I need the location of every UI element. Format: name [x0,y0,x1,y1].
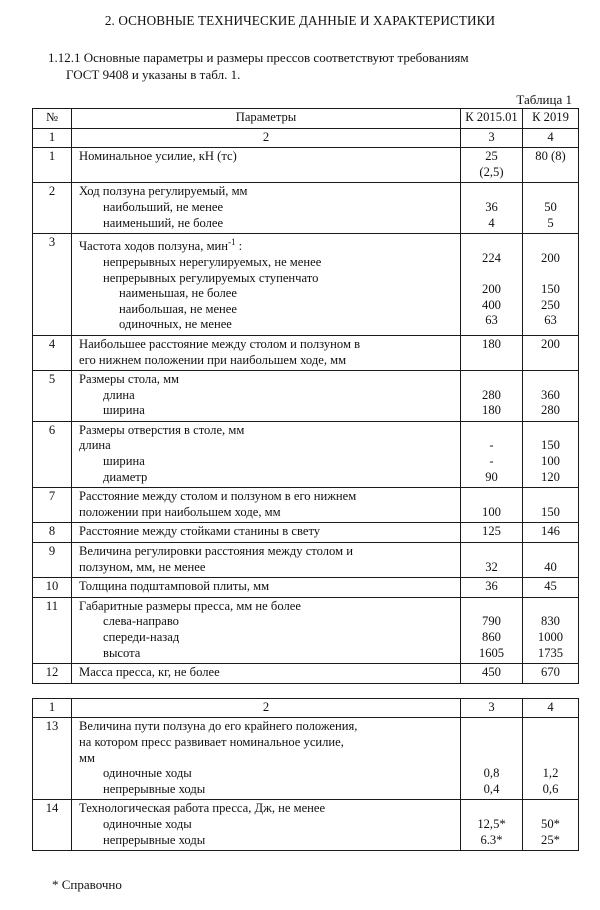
numbering-cell-2: 2 [72,128,461,148]
parameter-line: Размеры отверстия в столе, мм [79,422,245,437]
value-line: 1605 [478,645,505,660]
row-parameter-cell [72,800,461,851]
value-line: 360 [541,387,560,402]
value-line: - [489,454,494,469]
row-value-k201501 [461,800,523,851]
table-row [33,371,579,422]
value-line [465,235,518,251]
parameter-line: Величина регулировки расстояния между столом и [79,544,353,559]
numbering-cell-3-cont: 3 [461,698,523,718]
value-line [527,165,574,181]
value-line: 450 [482,665,501,680]
value-line: 224 [482,250,501,265]
value-line: 280 [482,387,501,402]
value-line: 180 [482,403,501,418]
table-row [33,488,579,523]
value-line: 860 [482,630,501,644]
parameter-line: мм [79,750,95,765]
row-number-cell [33,800,72,851]
row-number-cell [33,335,72,370]
parameter-line: слева-направо [103,614,179,629]
intro-line-1: 1.12.1 Основные параметры и размеры прессов соответствуют требованиям [48,50,469,65]
value-line: 250 [541,297,560,312]
row-number: 8 [48,524,56,539]
parameter-line: ширина [103,454,145,469]
row-value-k2019 [523,421,579,487]
value-line: 400 [482,297,501,312]
parameter-line: положении при наибольшем ходе, мм [79,504,281,519]
value-line: 0,6 [542,781,559,796]
value-line: 25* [541,832,560,847]
parameter-line: его нижнем положении при наибольшем ходе, мм [79,352,347,367]
parameter-line: одиночных, не менее [119,317,232,332]
table-row [33,335,579,370]
parameter-line [79,165,456,181]
table-body-part-2 [33,718,579,851]
row-value-k201501 [461,718,523,800]
value-line: 0,8 [483,766,500,781]
table-column-numbering-row [33,128,579,148]
row-parameter-cell [72,234,461,336]
parameter-line: непрерывные ходы [103,832,206,847]
parameter-line: одиночные ходы [103,816,192,831]
table-header-continued [33,698,579,718]
row-number: 13 [45,719,59,734]
row-number: 11 [45,598,59,613]
value-line: 90 [485,469,498,484]
value-line: 45 [544,579,557,594]
value-line [527,544,574,560]
numbering-cell-3: 3 [461,128,523,148]
value-line [465,751,518,767]
row-number-cell [33,183,72,234]
specifications-table-part-2 [32,698,579,851]
row-value-k2019 [523,183,579,234]
row-parameter-cell [72,148,461,183]
header-cell-model-k201501: К 2015.01 [461,109,523,129]
parameter-line: Технологическая работа пресса, Дж, не менее [79,801,326,816]
parameter-line: Величина пути ползуна до его крайнего положения, [79,719,358,734]
row-value-k201501 [461,421,523,487]
value-line: 5 [547,215,554,230]
row-number-cell [33,543,72,578]
value-line: 150 [541,281,560,296]
value-line: 200 [541,250,560,265]
parameter-line: наибольшая, не менее [119,301,237,316]
row-parameter-cell [72,597,461,663]
table-row [33,148,579,183]
value-line [465,184,518,200]
row-value-k2019 [523,234,579,336]
value-line [465,801,518,817]
value-line [465,599,518,615]
table-caption: Таблица 1 [516,92,572,107]
row-value-k2019 [523,718,579,800]
header-cell-number: № [33,109,72,129]
value-line [465,372,518,388]
value-line [527,599,574,615]
table-row [33,800,579,851]
header-cell-parameters: Параметры [72,109,461,129]
row-parameter-cell [72,421,461,487]
parameter-line: Толщина подштамповой плиты, мм [79,579,270,594]
row-parameter-cell [72,578,461,598]
intro-paragraph [48,49,570,83]
parameter-line: Ход ползуна регулируемый, мм [79,184,248,199]
parameter-line: одиночные ходы [103,766,192,781]
value-line: 36 [485,579,498,594]
value-line [465,353,518,369]
value-line [465,735,518,751]
row-value-k2019 [523,800,579,851]
value-line: 830 [541,614,560,629]
numbering-cell-2-cont: 2 [72,698,461,718]
row-number-cell [33,597,72,663]
value-line [527,801,574,817]
parameter-line: высота [103,645,141,660]
value-line: 50* [541,816,560,831]
row-number-cell [33,371,72,422]
parameter-line: непрерывных нерегулируемых, не менее [103,254,322,269]
row-number-cell [33,488,72,523]
row-number: 9 [48,544,56,559]
value-line [527,353,574,369]
row-number: 6 [48,422,56,437]
numbering-cell-4: 4 [523,128,579,148]
row-number: 14 [45,801,59,816]
row-value-k201501 [461,488,523,523]
table-row [33,664,579,684]
row-value-k201501 [461,183,523,234]
value-line: 146 [541,524,560,539]
table-row [33,543,579,578]
value-line: 25 [485,149,498,164]
table-row [33,234,579,336]
row-parameter-cell [72,718,461,800]
row-value-k201501 [461,543,523,578]
value-line [465,266,518,282]
parameter-line: непрерывных регулируемых ступенчато [103,270,319,285]
parameter-line: Наибольшее расстояние между столом и ползуном в [79,336,361,351]
specifications-table-part-1 [32,108,579,684]
value-line: 40 [544,559,557,574]
parameter-line: Размеры стола, мм [79,372,180,387]
value-line [527,735,574,751]
value-line [527,423,574,439]
row-parameter-cell [72,335,461,370]
value-line [465,489,518,505]
value-line [527,235,574,251]
row-value-k201501 [461,664,523,684]
parameter-line: длина [79,438,111,453]
row-value-k201501 [461,371,523,422]
value-line: 180 [482,336,501,351]
numbering-cell-1: 1 [33,128,72,148]
parameter-line: Частота ходов ползуна, мин$^{-1}$ : [79,237,243,254]
value-line: 150 [541,438,560,453]
value-line: 1735 [537,645,564,660]
value-line: 6.3* [480,832,503,847]
page-title: 2. ОСНОВНЫЕ ТЕХНИЧЕСКИЕ ДАННЫЕ И ХАРАКТЕРИСТИКИ [104,13,496,28]
value-line [527,751,574,767]
row-value-k2019 [523,543,579,578]
row-value-k2019 [523,578,579,598]
value-line: 790 [482,614,501,629]
row-value-k2019 [523,488,579,523]
row-parameter-cell [72,488,461,523]
parameter-line: непрерывные ходы [103,781,206,796]
intro-line-2: ГОСТ 9408 и указаны в табл. 1. [66,67,241,82]
table-row [33,421,579,487]
value-line [527,184,574,200]
row-number-cell [33,578,72,598]
table-column-numbering-row-continued [33,698,579,718]
value-line [527,489,574,505]
parameter-line: ширина [103,403,145,418]
row-value-k201501 [461,234,523,336]
value-line: 200 [541,336,560,351]
value-line: 280 [541,403,560,418]
table-row [33,183,579,234]
row-value-k201501 [461,148,523,183]
row-number-cell [33,664,72,684]
row-number: 3 [48,235,56,250]
header-cell-model-k2019: К 2019 [523,109,579,129]
table-section-gap [0,684,600,698]
numbering-cell-1-cont: 1 [33,698,72,718]
row-number: 1 [48,149,56,164]
row-parameter-cell [72,523,461,543]
row-number: 2 [48,184,56,199]
parameter-line: диаметр [103,469,148,484]
value-line [527,372,574,388]
value-line: (2,5) [479,164,504,179]
value-line [465,544,518,560]
value-line [527,266,574,282]
value-line: 100 [541,454,560,469]
row-number: 4 [48,336,56,351]
value-line: 0,4 [483,781,500,796]
value-line: - [489,438,494,453]
table-body-part-1 [33,148,579,684]
value-line [465,423,518,439]
table-header-row [33,109,579,129]
row-parameter-cell [72,664,461,684]
row-value-k201501 [461,335,523,370]
row-parameter-cell [72,543,461,578]
row-number-cell [33,234,72,336]
value-line: 120 [541,469,560,484]
parameter-line: наименьшая, не более [119,286,237,301]
value-line [527,719,574,735]
table-row [33,578,579,598]
row-value-k201501 [461,597,523,663]
parameter-line: спереди-назад [103,630,180,644]
parameter-line: на котором пресс развивает номинальное усилие, [79,734,344,749]
value-line [465,719,518,735]
row-number-cell [33,148,72,183]
row-number-cell [33,523,72,543]
numbering-cell-4-cont: 4 [523,698,579,718]
row-number: 10 [45,579,59,594]
value-line: 12,5* [477,816,506,831]
footnote: * Справочно [52,877,122,893]
table-row [33,523,579,543]
row-value-k2019 [523,148,579,183]
value-line: 200 [482,281,501,296]
value-line: 150 [541,504,560,519]
value-line: 80 (8) [535,149,566,164]
parameter-line: длина [103,387,135,402]
row-number-cell [33,718,72,800]
value-line: 1000 [537,630,564,644]
parameter-line: Габаритные размеры пресса, мм не более [79,598,301,613]
superscript-minus-one: -1 [228,237,236,248]
row-value-k2019 [523,664,579,684]
row-number-cell [33,421,72,487]
parameter-line: Расстояние между столом и ползуном в его нижнем [79,489,357,504]
row-number: 12 [45,665,59,680]
value-line: 63 [544,313,557,328]
parameter-line: ползуном, мм, не менее [79,559,206,574]
row-parameter-cell [72,371,461,422]
value-line: 50 [544,199,557,214]
row-value-k2019 [523,371,579,422]
row-parameter-cell [72,183,461,234]
row-number: 7 [48,489,56,504]
value-line: 100 [482,504,501,519]
row-value-k201501 [461,523,523,543]
row-value-k2019 [523,597,579,663]
value-line: 36 [485,199,498,214]
parameter-line: наименьший, не более [103,215,224,230]
row-number: 5 [48,372,56,387]
value-line: 32 [485,559,498,574]
value-line: 63 [485,313,498,328]
parameter-line: Номинальное усилие, кН (тс) [79,149,237,164]
row-value-k201501 [461,578,523,598]
parameter-line: Масса пресса, кг, не более [79,665,220,680]
row-value-k2019 [523,523,579,543]
value-line: 1,2 [542,766,559,781]
value-line: 4 [488,215,495,230]
table-row [33,597,579,663]
value-line: 125 [482,524,501,539]
parameter-line: наибольший, не менее [103,199,224,214]
row-value-k2019 [523,335,579,370]
table-row [33,718,579,800]
parameter-line: Расстояние между стойками станины в свету [79,524,321,539]
value-line: 670 [541,665,560,680]
table-header [33,109,579,148]
